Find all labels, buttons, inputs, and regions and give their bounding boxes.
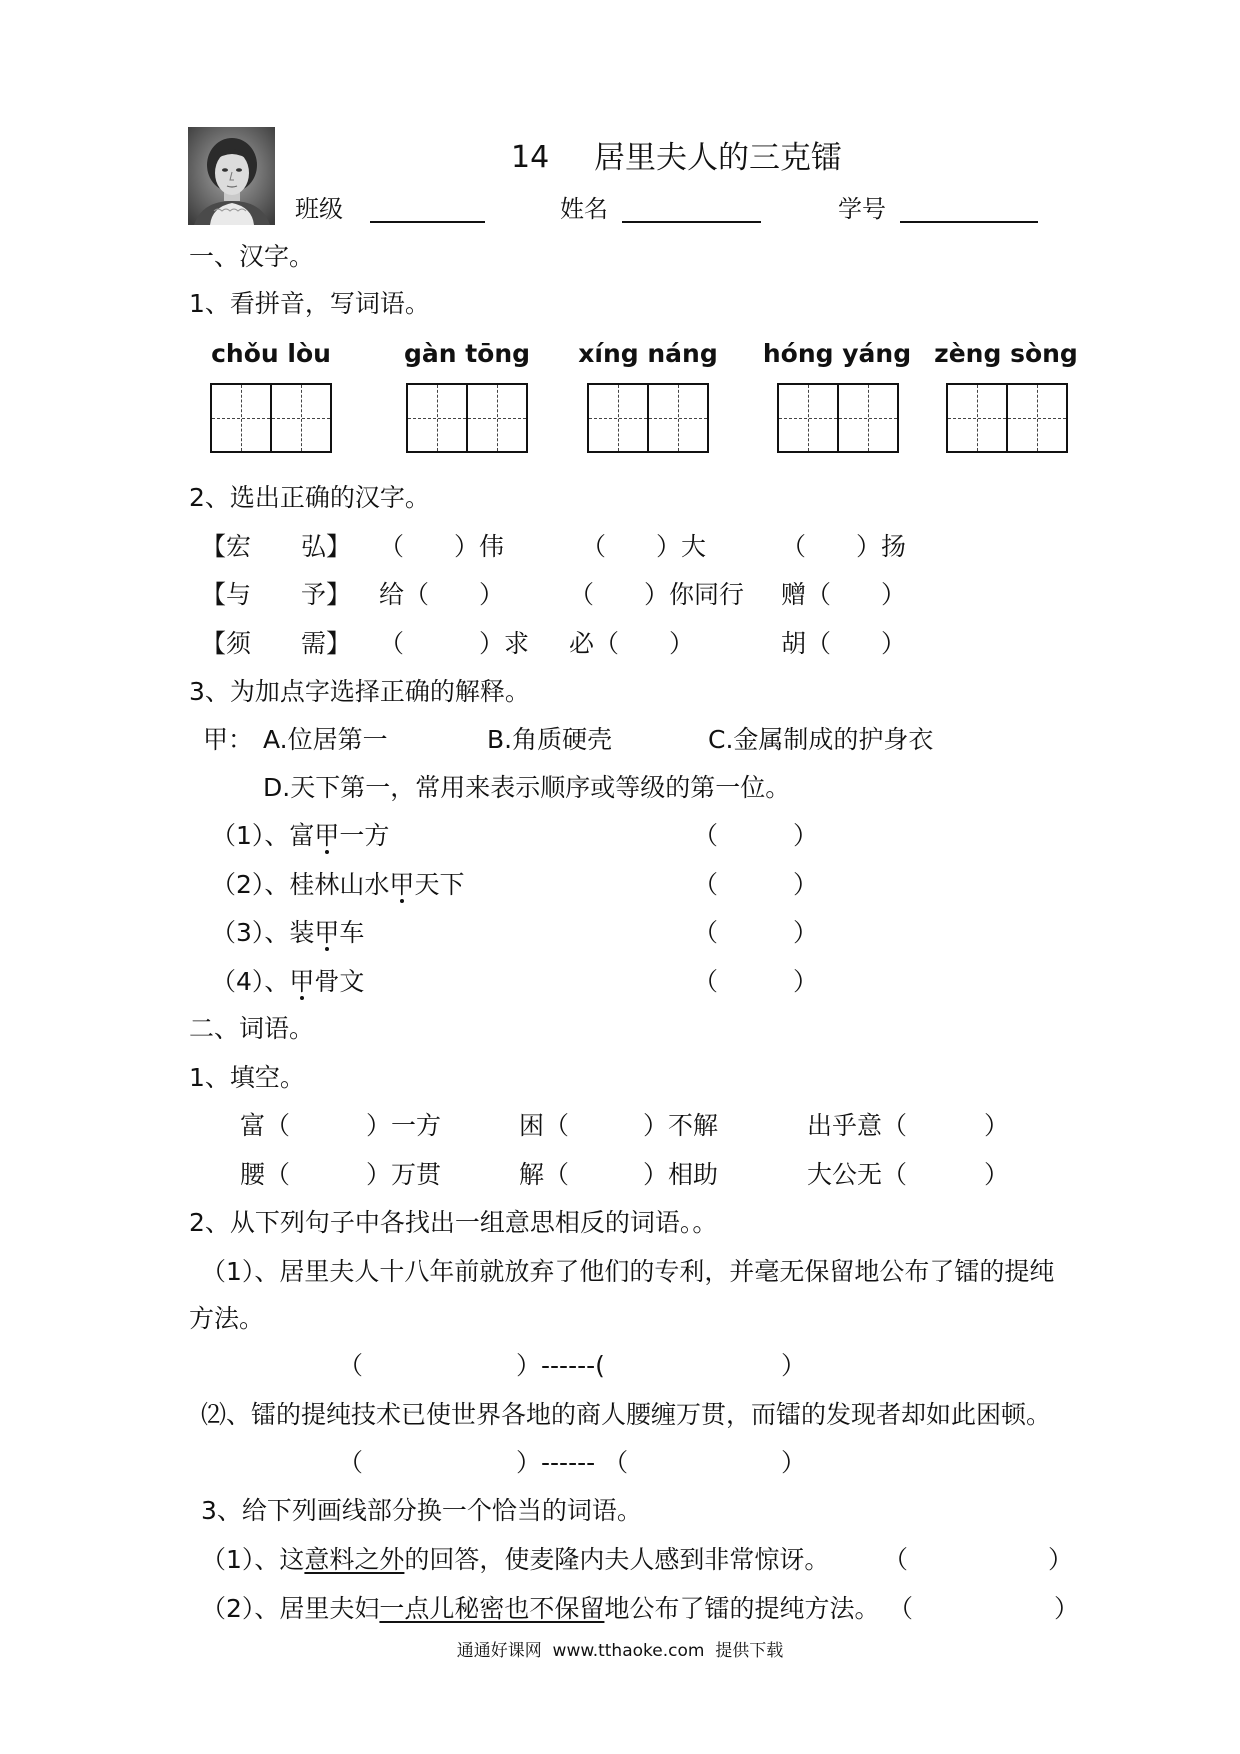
part2-q1-label: 1、填空。 xyxy=(189,1063,305,1092)
underlined-phrase: 意料之外 xyxy=(304,1545,405,1574)
pinyin-1: chǒu lòu xyxy=(211,339,331,368)
answer-open: （ xyxy=(888,1594,914,1623)
dotted-char: 甲 xyxy=(389,870,415,899)
choice-blank: （ ）扬 xyxy=(781,532,907,561)
item-text: （2）、居里夫妇 xyxy=(201,1594,380,1623)
choice-blank: （ ）伟 xyxy=(379,532,505,561)
part2-heading: 二、词语。 xyxy=(189,1014,315,1043)
part1-heading: 一、汉字。 xyxy=(189,242,315,271)
antonym-close: ） xyxy=(781,1351,807,1380)
underlined-phrase: 一点儿秘密也不保留 xyxy=(379,1594,605,1623)
class-blank xyxy=(370,221,485,223)
antonym-close: ） xyxy=(781,1448,807,1477)
grid-cell xyxy=(1006,385,1066,451)
pinyin-5: zèng sòng xyxy=(934,339,1078,368)
part2-q2-label: 2、从下列句子中各找出一组意思相反的词语。。 xyxy=(189,1208,718,1237)
grid-cell xyxy=(647,385,707,451)
idiom-blank-post: ）万贯 xyxy=(366,1160,442,1189)
page-title: 居里夫人的三克镭 xyxy=(594,140,842,176)
writing-grid-2 xyxy=(406,383,528,453)
idiom-blank-pre: 困（ xyxy=(519,1111,570,1140)
name-blank xyxy=(622,221,761,223)
meaning-item xyxy=(211,821,389,851)
option-b: B.角质硬壳 xyxy=(487,725,613,754)
antonym-separator: ）------( xyxy=(516,1351,605,1380)
answer-blank: （ ） xyxy=(693,918,819,947)
item-text: （1）、富 xyxy=(211,821,315,850)
antonym-open: （ xyxy=(338,1448,364,1477)
char-pair: 【宏 弘】 xyxy=(201,532,352,561)
idiom-blank-pre: 大公无（ xyxy=(807,1160,908,1189)
part1-q1-label: 1、看拼音，写词语。 xyxy=(189,289,430,318)
idiom-blank-pre: 富（ xyxy=(240,1111,291,1140)
class-label: 班级 xyxy=(295,195,343,223)
char-pair: 【与 予】 xyxy=(201,580,352,609)
idiom-blank-pre: 解（ xyxy=(519,1160,570,1189)
char-pair: 【须 需】 xyxy=(201,629,352,658)
part1-q2-label: 2、选出正确的汉字。 xyxy=(189,483,430,512)
grid-cell xyxy=(948,385,1006,451)
pinyin-2: gàn tōng xyxy=(403,339,531,368)
portrait-photo xyxy=(188,127,275,225)
grid-cell xyxy=(212,385,270,451)
item-text: 地公布了镭的提纯方法。 xyxy=(604,1594,880,1623)
idiom-blank-post: ）不解 xyxy=(643,1111,719,1140)
replace-item-2 xyxy=(201,1594,879,1624)
item-text: 骨文 xyxy=(314,967,365,996)
student-id-label: 学号 xyxy=(838,195,886,223)
replace-item-1 xyxy=(201,1545,829,1575)
meaning-item xyxy=(211,967,364,997)
writing-grid-4 xyxy=(777,383,899,453)
option-c: C.金属制成的护身衣 xyxy=(708,725,934,754)
writing-grid-3 xyxy=(587,383,709,453)
dotted-char: 甲 xyxy=(314,821,340,850)
grid-cell xyxy=(466,385,526,451)
item-text: （2）、桂林山水 xyxy=(211,870,390,899)
choice-blank: （ ）你同行 xyxy=(569,580,745,609)
choice-blank: 赠（ ） xyxy=(781,580,907,609)
grid-cell xyxy=(779,385,837,451)
answer-blank: （ ） xyxy=(693,870,819,899)
choice-blank: （ ）求 xyxy=(379,629,530,658)
meaning-item xyxy=(211,918,364,948)
option-d: D.天下第一，常用来表示顺序或等级的第一位。 xyxy=(263,773,791,802)
item-text: 车 xyxy=(339,918,365,947)
sentence-1-continuation: 方法。 xyxy=(189,1304,265,1333)
lesson-number: 14 xyxy=(511,140,550,175)
meaning-item xyxy=(211,870,464,900)
item-text: （4）、 xyxy=(211,967,290,996)
grid-cell xyxy=(837,385,897,451)
antonym-separator: ）------ （ xyxy=(516,1448,629,1477)
part2-q3-label: 3、给下列画线部分换一个恰当的词语。 xyxy=(201,1496,642,1525)
choice-blank: 必（ ） xyxy=(569,629,695,658)
student-id-blank xyxy=(900,221,1038,223)
item-text: （1）、这 xyxy=(201,1545,305,1574)
answer-close: ） xyxy=(1048,1545,1074,1574)
antonym-open: （ xyxy=(338,1351,364,1380)
idiom-blank-pre: 出乎意（ xyxy=(807,1111,908,1140)
idiom-blank-post: ）一方 xyxy=(366,1111,442,1140)
pinyin-3: xíng náng xyxy=(578,339,718,368)
footer-source: 通通好课网 www.tthaoke.com 提供下载 xyxy=(456,1641,784,1661)
part1-q3-label: 3、为加点字选择正确的解释。 xyxy=(189,677,530,706)
idiom-blank-pre: 腰（ xyxy=(240,1160,291,1189)
item-text: 天下 xyxy=(414,870,465,899)
writing-grid-5 xyxy=(946,383,1068,453)
dotted-char: 甲 xyxy=(289,967,315,996)
answer-close: ） xyxy=(1054,1594,1080,1623)
item-text: （3）、装 xyxy=(211,918,315,947)
sentence-1: （1）、居里夫人十八年前就放弃了他们的专利，并毫无保留地公布了镭的提纯 xyxy=(201,1257,1055,1286)
idiom-blank-post: ） xyxy=(984,1111,1010,1140)
item-text: 的回答，使麦隆内夫人感到非常惊讶。 xyxy=(404,1545,830,1574)
dotted-char-prefix: 甲： xyxy=(203,725,254,754)
answer-blank: （ ） xyxy=(693,967,819,996)
dotted-char: 甲 xyxy=(314,918,340,947)
grid-cell xyxy=(408,385,466,451)
answer-open: （ xyxy=(883,1545,909,1574)
grid-cell xyxy=(589,385,647,451)
pinyin-4: hóng yáng xyxy=(762,339,912,368)
name-label: 姓名 xyxy=(560,195,608,223)
item-text: 一方 xyxy=(339,821,390,850)
idiom-blank-post: ） xyxy=(984,1160,1010,1189)
answer-blank: （ ） xyxy=(693,821,819,850)
option-a: A.位居第一 xyxy=(263,725,388,754)
sentence-2: ⑵、镭的提纯技术已使世界各地的商人腰缠万贯，而镭的发现者却如此困顿。 xyxy=(201,1400,1052,1429)
choice-blank: 给（ ） xyxy=(379,580,505,609)
choice-blank: （ ）大 xyxy=(581,532,707,561)
writing-grid-1 xyxy=(210,383,332,453)
choice-blank: 胡（ ） xyxy=(781,629,907,658)
idiom-blank-post: ）相助 xyxy=(643,1160,719,1189)
grid-cell xyxy=(270,385,330,451)
